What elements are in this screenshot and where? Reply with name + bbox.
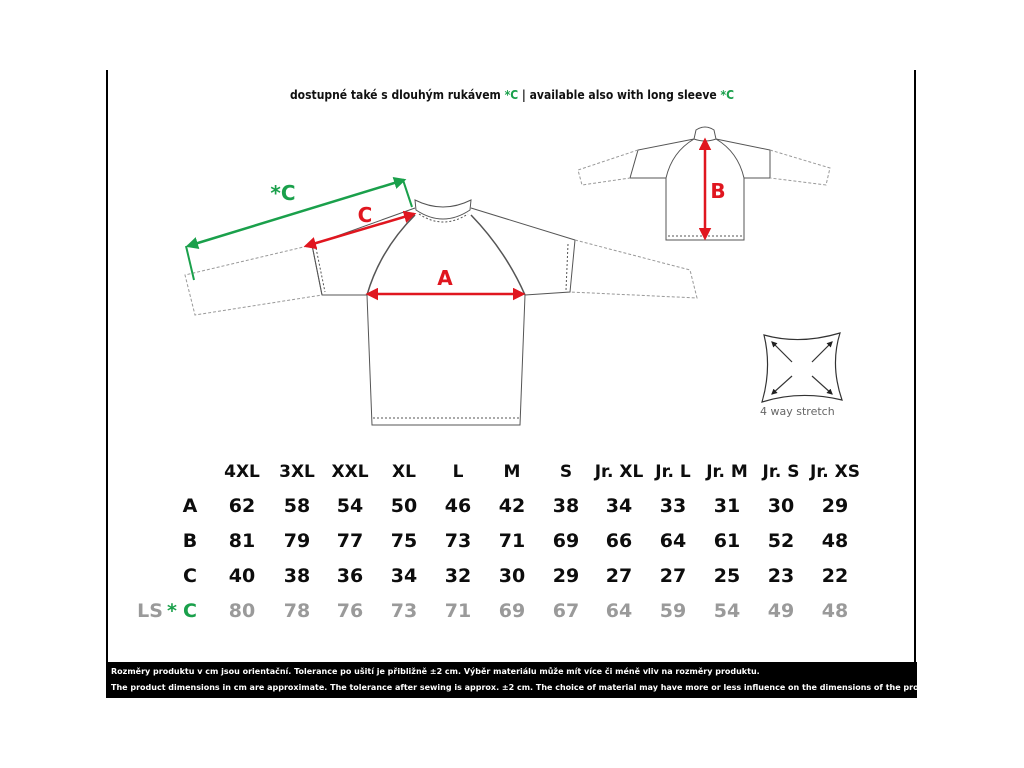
table-cell: 42 [498, 495, 526, 517]
row-label-prefix: LS [137, 600, 163, 622]
table-cell: 69 [498, 600, 526, 622]
row-label: C [183, 565, 197, 587]
table-cell: 54 [336, 495, 364, 517]
row-label: C [183, 600, 197, 622]
table-cell: 38 [283, 565, 311, 587]
header-text-en: available also with long sleeve [529, 88, 717, 102]
table-cell: 81 [228, 530, 256, 552]
table-cell: 73 [444, 530, 472, 552]
table-cell: 73 [390, 600, 418, 622]
table-cell: 79 [283, 530, 311, 552]
table-cell: 54 [713, 600, 741, 622]
footer-bar [107, 662, 942, 698]
header-text-cs: dostupné také s dlouhým rukávem [289, 88, 501, 102]
table-cell: 29 [552, 565, 580, 587]
size-header: Jr. XS [809, 462, 861, 482]
table-cell: 34 [605, 495, 633, 517]
row-label: A [182, 495, 198, 517]
table-cell: 27 [659, 565, 687, 587]
footer-line-cs: Rozměry produktu v cm jsou orientační. Tolerance po ušití je přibližně ±2 cm. Výběr materiálu může mít více či méně vliv na rozměry produktu. [111, 667, 760, 676]
arrow-c-star-tick-right [403, 180, 412, 207]
size-header: S [559, 462, 573, 482]
table-cell: 22 [821, 565, 849, 587]
label-b: B [710, 179, 726, 203]
label-a: A [437, 266, 453, 290]
row-label: B [182, 530, 198, 552]
table-cell: 75 [390, 530, 418, 552]
table-cell: 52 [767, 530, 795, 552]
table-cell: 76 [336, 600, 364, 622]
table-cell: 62 [228, 495, 256, 517]
shirt-front-drawing [185, 200, 697, 425]
four-way-stretch-icon [762, 333, 842, 402]
header-marker-1: *C [504, 88, 519, 102]
table-cell: 64 [659, 530, 687, 552]
table-cell: 30 [767, 495, 795, 517]
table-cell: 71 [498, 530, 526, 552]
table-cell: 71 [444, 600, 472, 622]
table-cell: 67 [552, 600, 580, 622]
table-cell: 48 [821, 600, 849, 622]
table-cell: 61 [713, 530, 741, 552]
table-cell: 49 [767, 600, 795, 622]
label-c: C [357, 203, 373, 227]
size-header: XL [392, 462, 416, 482]
footer-line-en: The product dimensions in cm are approximate. The tolerance after sewing is approx. ±2 cm. The choice of material may have more or less influence on the dimensions of the product. [111, 683, 942, 692]
table-cell: 58 [283, 495, 311, 517]
size-header: 4XL [224, 462, 260, 482]
header-marker-2: *C [720, 88, 735, 102]
table-cell: 29 [821, 495, 849, 517]
stretch-label: 4 way stretch [760, 405, 835, 418]
table-cell: 32 [444, 565, 472, 587]
row-label-star: * [167, 600, 177, 622]
size-header: M [503, 462, 521, 482]
size-header: Jr. S [762, 462, 800, 482]
table-cell: 78 [283, 600, 311, 622]
table-cell: 40 [228, 565, 256, 587]
table-cell: 59 [659, 600, 687, 622]
table-cell: 80 [228, 600, 256, 622]
size-header: Jr. XL [594, 462, 644, 482]
size-header: Jr. M [706, 462, 748, 482]
size-header: XXL [331, 462, 369, 482]
size-header: L [452, 462, 464, 482]
table-cell: 23 [767, 565, 795, 587]
arrow-c-star-tick-left [186, 246, 194, 280]
table-cell: 33 [659, 495, 687, 517]
table-cell: 31 [713, 495, 741, 517]
size-header: Jr. L [655, 462, 691, 482]
table-cell: 25 [713, 565, 741, 587]
table-cell: 46 [444, 495, 472, 517]
table-cell: 38 [552, 495, 580, 517]
table-cell: 27 [605, 565, 633, 587]
table-cell: 50 [390, 495, 418, 517]
header-separator: | [521, 88, 526, 102]
table-cell: 48 [821, 530, 849, 552]
table-cell: 30 [498, 565, 526, 587]
table-cell: 36 [336, 565, 364, 587]
table-cell: 64 [605, 600, 633, 622]
table-cell: 34 [390, 565, 418, 587]
table-cell: 66 [605, 530, 633, 552]
size-header: 3XL [279, 462, 315, 482]
table-cell: 69 [552, 530, 580, 552]
label-c-star: *C [270, 181, 296, 205]
table-cell: 77 [336, 530, 364, 552]
